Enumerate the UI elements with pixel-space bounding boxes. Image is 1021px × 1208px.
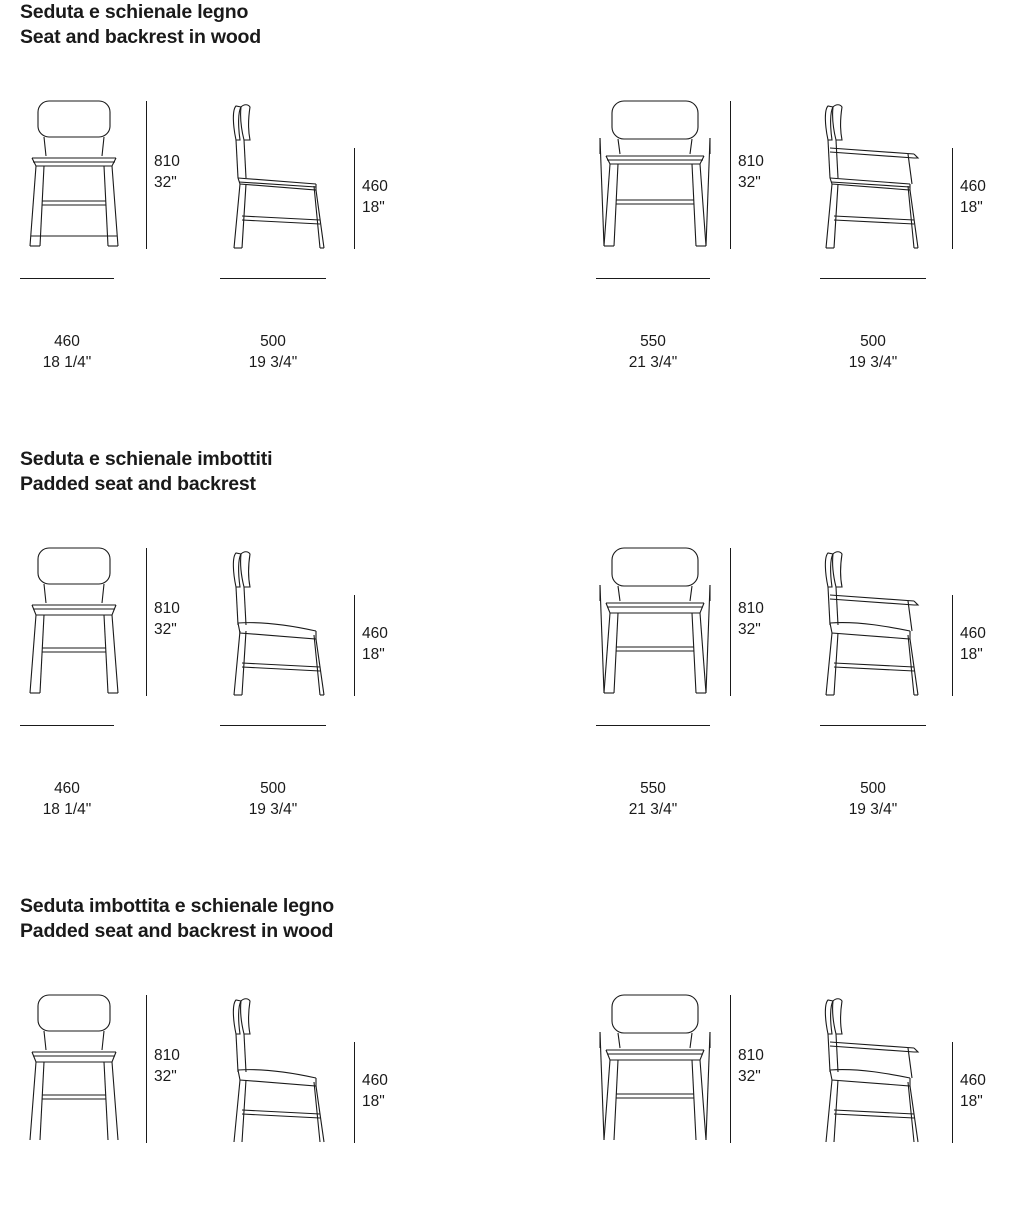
seat-height-dimension-label: 460 18" (960, 1072, 986, 1110)
section-title (0, 447, 1021, 497)
height-dimension-label: 810 32" (154, 153, 180, 191)
armchair-side-drawing (818, 543, 930, 703)
section-title-en: Padded seat and backrest (20, 473, 256, 495)
section-title (0, 894, 1021, 944)
section-title-it: Seduta imbottita e schienale legno (20, 895, 334, 917)
height-dimension-label: 810 32" (154, 600, 180, 638)
chair-front-drawing (20, 543, 130, 703)
height-dimension-rule (146, 995, 147, 1143)
height-dimension-rule (730, 995, 731, 1143)
height-dimension-label: 810 32" (738, 1047, 764, 1085)
width-dimension-label: 460 18 1/4" (42, 780, 92, 818)
width-dimension-rule (220, 278, 326, 279)
height-dimension-rule (730, 101, 731, 249)
height-dimension-rule (146, 548, 147, 696)
chair-side-drawing (228, 96, 338, 256)
seat-height-dimension-rule (952, 148, 953, 249)
seat-height-dimension-label: 460 18" (960, 178, 986, 216)
seat-height-dimension-rule (354, 595, 355, 696)
section-title-it: Seduta e schienale imbottiti (20, 448, 273, 470)
figure-row (0, 960, 1021, 1208)
height-dimension-label: 810 32" (738, 153, 764, 191)
width-dimension-label: 550 21 3/4" (628, 333, 678, 371)
height-dimension-label: 810 32" (154, 1047, 180, 1085)
figure-row (0, 66, 1021, 371)
seat-height-dimension-rule (952, 595, 953, 696)
seat-height-dimension-label: 460 18" (960, 625, 986, 663)
seat-height-dimension-rule (354, 1042, 355, 1143)
width-dimension-label: 500 19 3/4" (848, 780, 898, 818)
width-dimension-label: 550 21 3/4" (628, 780, 678, 818)
section-title (0, 0, 1021, 50)
section-title-it: Seduta e schienale legno (20, 1, 249, 23)
height-dimension-label: 810 32" (738, 600, 764, 638)
width-dimension-label: 500 19 3/4" (248, 333, 298, 371)
chair-side-drawing (228, 543, 338, 703)
armchair-side-drawing (818, 990, 930, 1150)
width-dimension-label: 460 18 1/4" (42, 333, 92, 371)
width-dimension-rule (596, 278, 710, 279)
armchair-front-drawing (598, 990, 713, 1150)
figure-chair-side (228, 543, 388, 818)
section-wood (0, 0, 1021, 371)
chair-side-drawing (228, 990, 338, 1150)
figure-chair-side (228, 96, 388, 371)
width-dimension-rule (596, 725, 710, 726)
figure-armchair-front (598, 543, 764, 818)
seat-height-dimension-label: 460 18" (362, 178, 388, 216)
width-dimension-rule (20, 278, 114, 279)
chair-front-drawing (20, 990, 130, 1150)
figure-armchair-side (818, 543, 986, 818)
section-padded-seat-wood-backrest (0, 894, 1021, 1208)
width-dimension-label: 500 19 3/4" (248, 780, 298, 818)
figure-armchair-side (818, 990, 986, 1150)
figure-armchair-front (598, 96, 764, 371)
width-dimension-rule (820, 278, 926, 279)
width-dimension-label: 500 19 3/4" (848, 333, 898, 371)
section-padded (0, 447, 1021, 818)
section-title-en: Padded seat and backrest in wood (20, 920, 334, 942)
section-title-en: Seat and backrest in wood (20, 26, 261, 48)
armchair-front-drawing (598, 96, 713, 256)
figure-chair-front (20, 96, 180, 371)
width-dimension-rule (820, 725, 926, 726)
armchair-side-drawing (818, 96, 930, 256)
armchair-front-drawing (598, 543, 713, 703)
figure-chair-front (20, 990, 180, 1150)
height-dimension-rule (730, 548, 731, 696)
seat-height-dimension-label: 460 18" (362, 1072, 388, 1110)
figure-armchair-front (598, 990, 764, 1150)
chair-front-drawing (20, 96, 130, 256)
height-dimension-rule (146, 101, 147, 249)
seat-height-dimension-rule (952, 1042, 953, 1143)
figure-row (0, 513, 1021, 818)
figure-armchair-side (818, 96, 986, 371)
seat-height-dimension-label: 460 18" (362, 625, 388, 663)
width-dimension-rule (220, 725, 326, 726)
figure-chair-front (20, 543, 180, 818)
seat-height-dimension-rule (354, 148, 355, 249)
width-dimension-rule (20, 725, 114, 726)
figure-chair-side (228, 990, 388, 1150)
